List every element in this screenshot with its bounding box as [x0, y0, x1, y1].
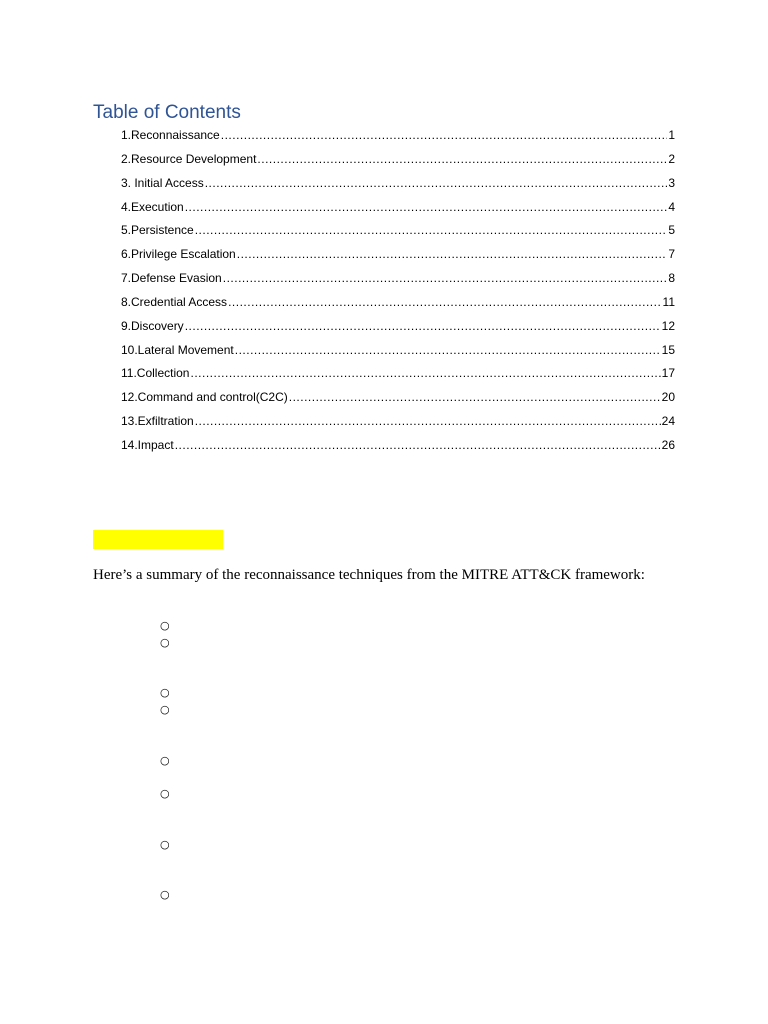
toc-entry-page: 5 [668, 223, 675, 238]
toc-entry[interactable] [121, 243, 675, 267]
toc-entry-label: 14.Impact [121, 437, 174, 452]
toc-entry[interactable] [121, 291, 675, 315]
toc-entry[interactable] [121, 148, 675, 172]
toc-heading: Table of Contents [93, 102, 241, 123]
list-bullet: ○ [160, 636, 170, 649]
toc-entry[interactable] [121, 362, 675, 386]
toc-dot-leader [289, 386, 661, 410]
toc-entry-label: 13.Exfiltration [121, 414, 194, 429]
toc-entry-page: 8 [668, 271, 675, 286]
toc-dot-leader [195, 410, 661, 434]
toc-dot-leader [175, 434, 661, 458]
toc-entry-page: 24 [661, 414, 675, 429]
toc-dot-leader [221, 124, 668, 148]
toc-entry-page: 20 [661, 390, 675, 405]
toc-entry[interactable] [121, 315, 675, 339]
toc-entry-page: 11 [662, 294, 675, 309]
toc-entry-label: 7.Defense Evasion [121, 271, 222, 286]
toc-entry-page: 12 [661, 318, 675, 333]
list-bullet: ○ [160, 686, 170, 699]
list-bullet: ○ [160, 754, 170, 767]
toc-entry-label: 2.Resource Development [121, 151, 257, 166]
list-bullet: ○ [160, 619, 170, 632]
toc-entry[interactable] [121, 172, 675, 196]
toc-entry-label: 1.Reconnaissance [121, 128, 220, 142]
toc-dot-leader [185, 315, 661, 339]
toc-entry-label: 12.Command and control(C2C) [121, 390, 288, 405]
toc-entry-page: 7 [668, 247, 675, 262]
toc-entry[interactable] [121, 219, 675, 243]
toc-entry-page: 26 [661, 437, 675, 452]
toc-entry-label: 8.Credential Access [121, 294, 228, 309]
toc-entry-label: 3. Initial Access [121, 175, 204, 190]
list-bullet: ○ [160, 888, 170, 901]
toc-list [121, 124, 675, 458]
toc-dot-leader [237, 243, 668, 267]
toc-entry[interactable] [121, 196, 675, 220]
toc-entry-label: 9.Discovery [121, 318, 184, 333]
list-bullet: ○ [160, 787, 170, 800]
list-bullet: ○ [160, 838, 170, 851]
toc-entry-label: 10.Lateral Movement [121, 342, 234, 357]
toc-dot-leader [235, 339, 661, 363]
toc-entry[interactable] [121, 410, 675, 434]
toc-entry[interactable] [121, 124, 675, 148]
list-bullet: ○ [160, 703, 170, 716]
toc-entry-label: 11.Collection [121, 366, 190, 381]
toc-entry[interactable] [121, 267, 675, 291]
toc-dot-leader [223, 267, 668, 291]
toc-entry-page: 4 [668, 199, 675, 214]
toc-entry[interactable] [121, 386, 675, 410]
toc-entry[interactable] [121, 339, 675, 363]
toc-entry-page: 2 [668, 151, 675, 166]
toc-dot-leader [195, 219, 668, 243]
toc-dot-leader [190, 362, 660, 386]
toc-entry-label: 5.Persistence [121, 223, 194, 238]
toc-dot-leader [257, 148, 667, 172]
toc-entry-page: 15 [661, 342, 675, 357]
toc-entry-page: 3 [668, 175, 675, 190]
toc-entry-label: 6.Privilege Escalation [121, 247, 236, 262]
toc-entry-page: 1 [668, 128, 675, 142]
toc-dot-leader [228, 291, 661, 315]
toc-dot-leader [205, 172, 668, 196]
summary-paragraph: Here’s a summary of the reconnaissance techniques from the MITRE ATT&CK framework: [93, 567, 645, 583]
toc-entry-label: 4.Execution [121, 199, 184, 214]
toc-entry-page: 17 [661, 366, 675, 381]
toc-entry[interactable] [121, 434, 675, 458]
toc-dot-leader [185, 196, 668, 220]
highlighted-heading-placeholder [93, 530, 223, 549]
